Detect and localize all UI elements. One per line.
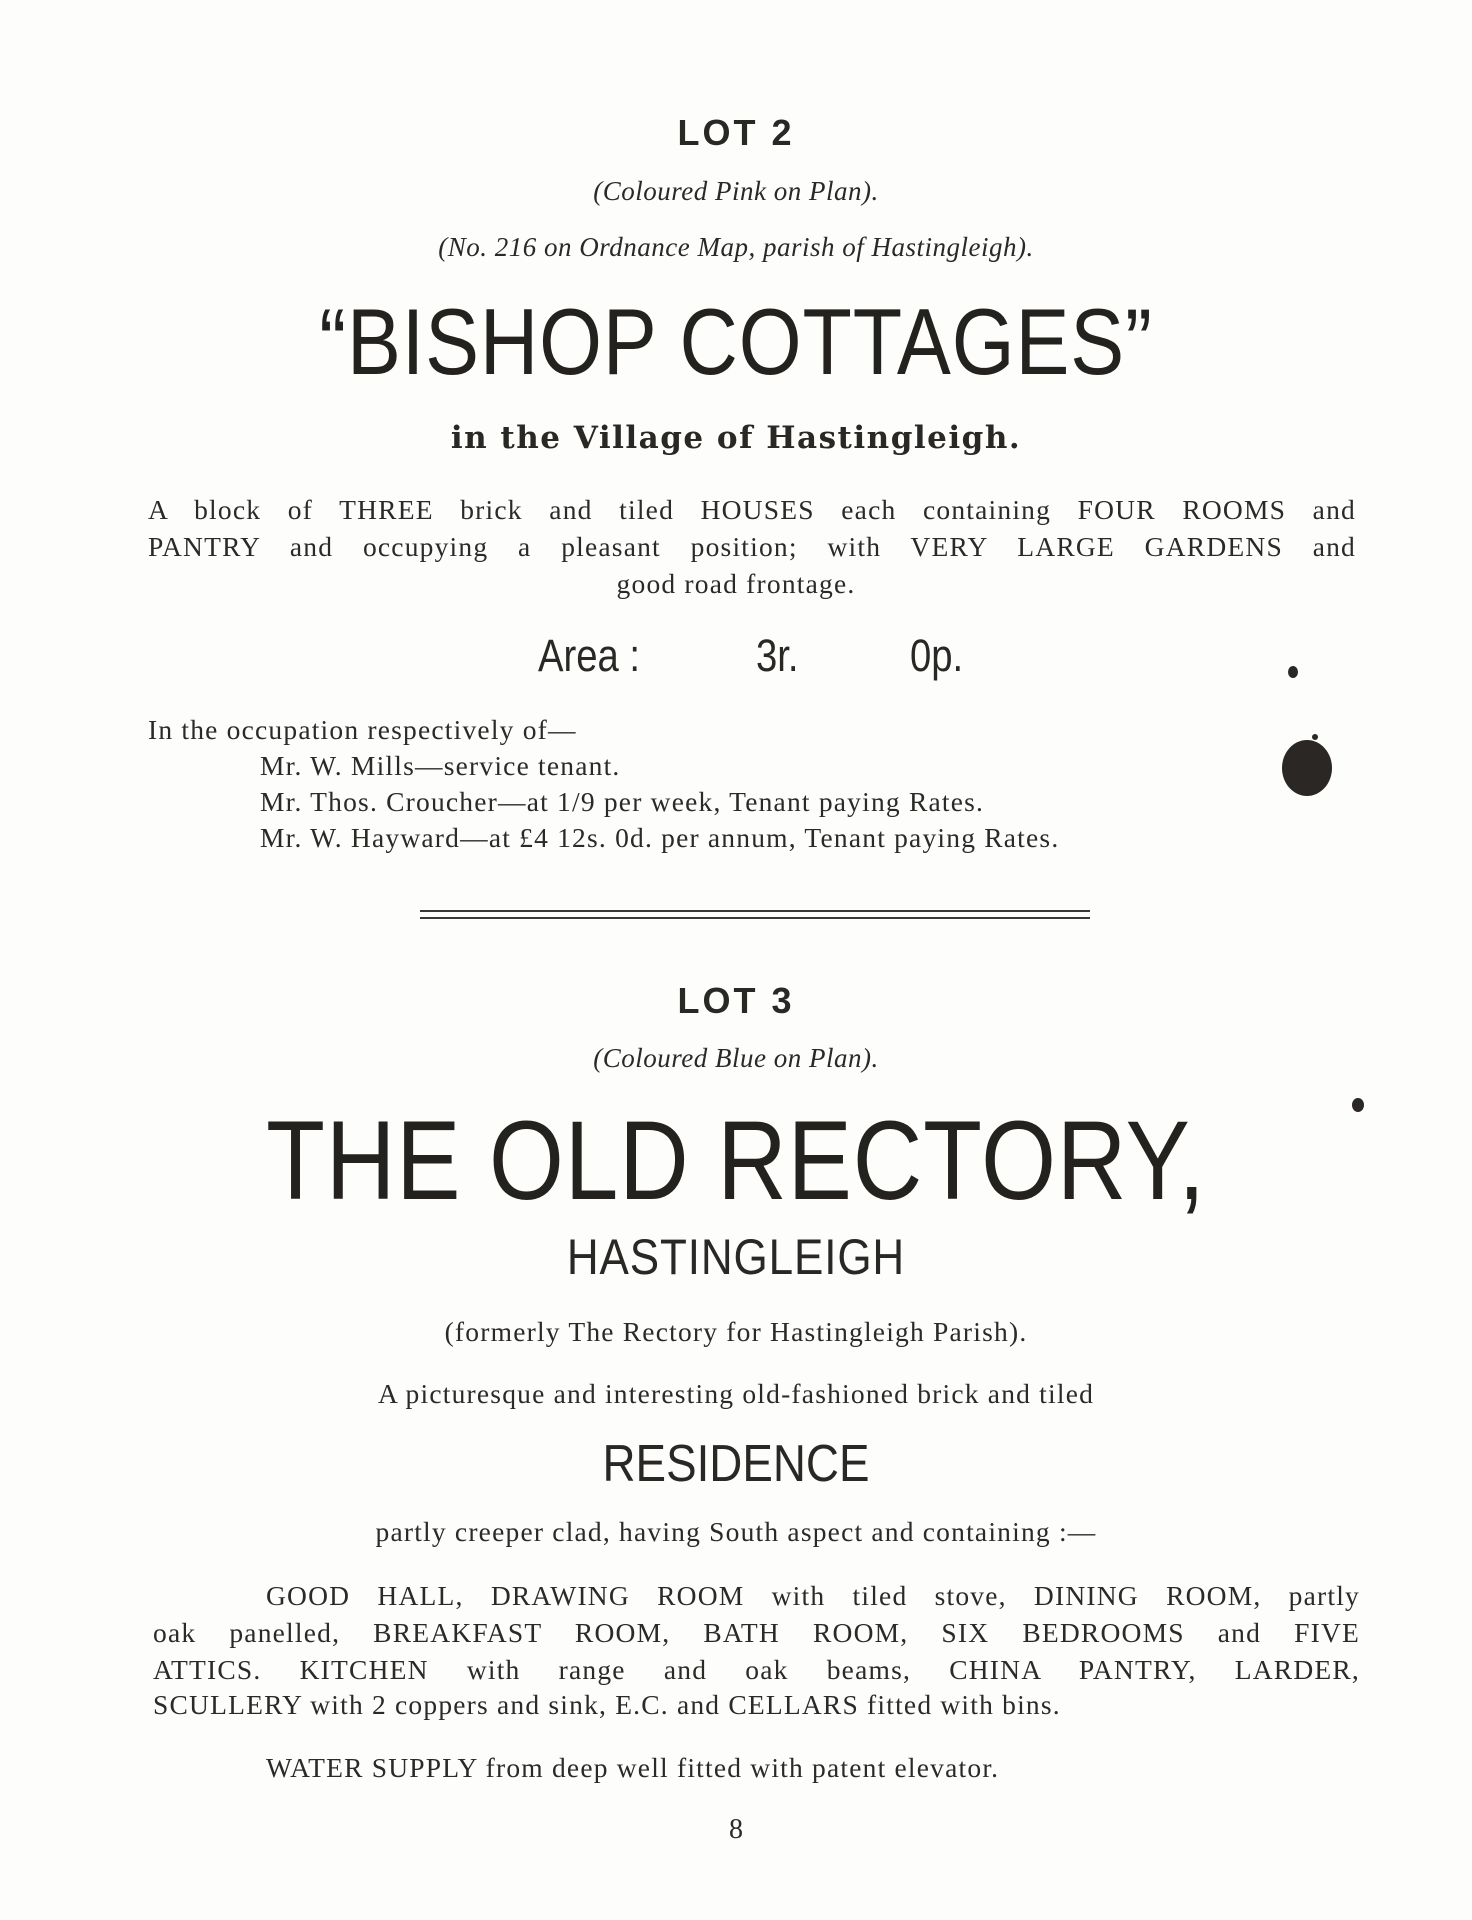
lot2-coloured-note: (Coloured Pink on Plan). [593, 176, 879, 206]
lot3-formerly: (formerly The Rectory for Hastingleigh Parish). [444, 1316, 1028, 1347]
lot2-heading: LOT 2 [677, 112, 795, 153]
lot3-title: THE OLD RECTORY, [266, 1098, 1206, 1223]
ink-spot [1352, 1098, 1364, 1112]
lot2-ordnance-note: (No. 216 on Ordnance Map, parish of Hastingleigh). [438, 232, 1034, 262]
page-number: 8 [729, 1814, 743, 1845]
lot2-tenant-2: Mr. Thos. Croucher—at 1/9 per week, Tenant paying Rates. [260, 786, 985, 817]
lot3-coloured-note: (Coloured Blue on Plan). [593, 1043, 879, 1073]
lot3-residence: RESIDENCE [602, 1435, 870, 1493]
ink-spot [1288, 666, 1298, 678]
lot3-intro: A picturesque and interesting old-fashioned brick and tiled [377, 1378, 1095, 1409]
lot2-tenant-3: Mr. W. Hayward—at £4 12s. 0d. per annum, Tenant paying Rates. [260, 822, 1060, 853]
lot2-subtitle: in the Village of Hastingleigh. [450, 420, 1022, 456]
lot3-rooms-line-3: ATTICS. KITCHEN with range and oak beams, CHINA PANTRY, LARDER, [153, 1654, 1360, 1685]
divider-rule-bottom [420, 917, 1090, 919]
lot3-rooms-last: SCULLERY with 2 coppers and sink, E.C. and CELLARS fitted with bins. [153, 1689, 1061, 1720]
lot2-description-line-1: A block of THREE brick and tiled HOUSES each containing FOUR ROOMS and [148, 494, 1356, 525]
lot2-area-perches: 0p. [910, 630, 964, 681]
lot2-title: “BISHOP COTTAGES” [319, 289, 1153, 394]
lot2-description-last: good road frontage. [616, 568, 856, 599]
lot3-place: HASTINGLEIGH [566, 1229, 906, 1285]
lot2-tenant-1: Mr. W. Mills—service tenant. [260, 750, 621, 781]
lot3-heading: LOT 3 [677, 980, 795, 1021]
lot3-water-supply: WATER SUPPLY from deep well fitted with patent elevator. [266, 1752, 1000, 1783]
ink-speck [1312, 734, 1318, 740]
lot3-aspect: partly creeper clad, having South aspect and containing :— [375, 1516, 1097, 1547]
lot2-area-label: Area : [538, 630, 641, 681]
lot2-description-line-2: PANTRY and occupying a pleasant position; with VERY LARGE GARDENS and [148, 531, 1356, 562]
lot3-rooms-line-1: GOOD HALL, DRAWING ROOM with tiled stove, DINING ROOM, partly [266, 1580, 1360, 1611]
ink-blot [1282, 740, 1332, 796]
lot2-occupation-intro: In the occupation respectively of— [148, 714, 577, 745]
lot2-area-roods: 3r. [756, 630, 799, 681]
lot3-rooms-line-2: oak panelled, BREAKFAST ROOM, BATH ROOM, SIX BEDROOMS and FIVE [153, 1617, 1360, 1648]
divider-rule-top [420, 910, 1090, 912]
